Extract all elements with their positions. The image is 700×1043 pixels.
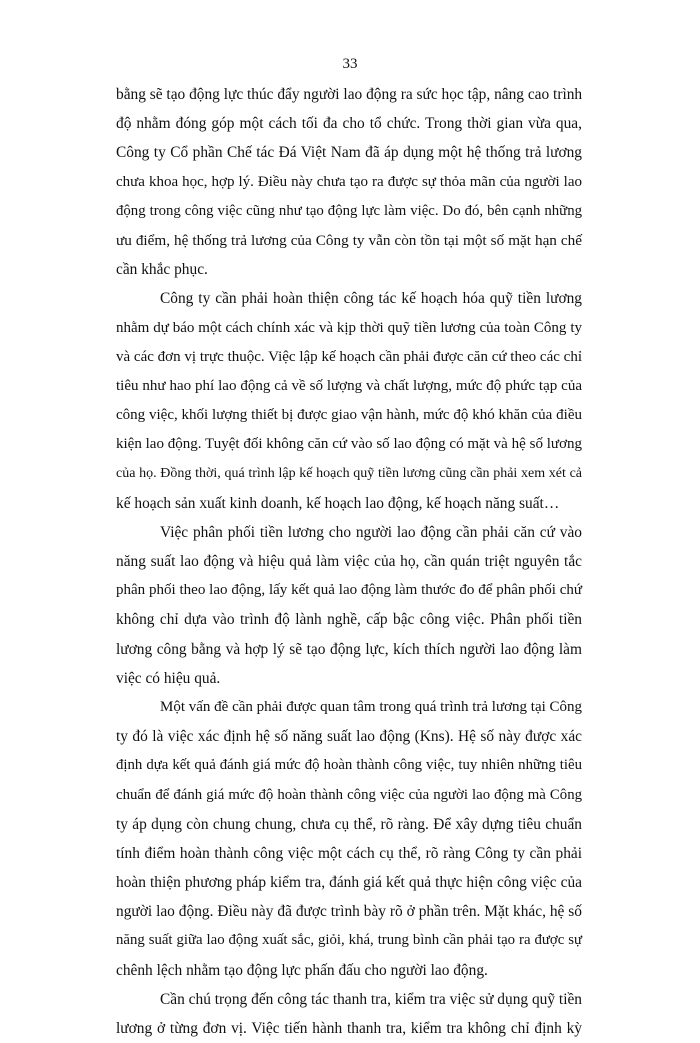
text-line: năng suất giữa lao động xuất sắc, giỏi, khá, trung bình cần phải tạo ra được sự	[116, 932, 582, 949]
text-line: không chỉ dựa vào trình độ lành nghề, cấp bậc công việc. Phân phối tiền	[116, 611, 582, 629]
text-line: lương công bằng và hợp lý sẽ tạo động lực, kích thích người lao động làm	[116, 640, 582, 658]
text-line: việc có hiệu quả.	[116, 669, 221, 687]
page-number: 33	[342, 56, 358, 72]
text-line: chuẩn để đánh giá mức độ hoàn thành công việc của người lao động mà Công	[116, 786, 582, 803]
text-line: nhằm dự báo một cách chính xác và kịp thời quỹ tiền lương của toàn Công ty	[116, 319, 582, 336]
paragraph	[116, 80, 582, 284]
text-line: kiện lao động. Tuyệt đối không căn cứ vào số lao động có mặt và hệ số lương	[116, 436, 582, 453]
text-line: Một vấn đề cần phải được quan tâm trong quá trình trả lương tại Công	[160, 698, 583, 715]
text-line: tiêu như hao phí lao động cả về số lượng và chất lượng, mức độ phức tạp của	[116, 377, 582, 394]
body-text	[116, 80, 582, 1043]
text-line: ty đó là việc xác định hệ số năng suất lao động (Kns). Hệ số này được xác	[116, 728, 582, 746]
text-line: người lao động. Điều này đã được trình bày rõ ở phần trên. Mặt khác, hệ số	[116, 903, 582, 921]
paragraph	[116, 985, 582, 1043]
text-line: chưa khoa học, hợp lý. Điều này chưa tạo ra được sự thỏa mãn của người lao	[116, 173, 582, 190]
text-line: Công ty Cổ phần Chế tác Đá Việt Nam đã áp dụng một hệ thống trả lương	[116, 144, 582, 162]
text-line: ưu điểm, hệ thống trả lương của Công ty vẫn còn tồn tại một số mặt hạn chế	[116, 231, 582, 249]
text-line: hoàn thiện phương pháp kiểm tra, đánh giá kết quả thực hiện công việc của	[116, 874, 582, 892]
text-line: độ nhằm đóng góp một cách tối đa cho tổ chức. Trong thời gian vừa qua,	[116, 115, 582, 133]
text-line: công việc, khối lượng thiết bị được giao vận hành, mức độ khó khăn của điều	[116, 407, 582, 424]
paragraph	[116, 284, 582, 518]
text-line: Cần chú trọng đến công tác thanh tra, kiểm tra việc sử dụng quỹ tiền	[160, 990, 582, 1008]
text-line: động trong công việc cũng như tạo động lực làm việc. Do đó, bên cạnh những	[116, 202, 582, 219]
text-line: lương ở từng đơn vị. Việc tiến hành thanh tra, kiểm tra không chỉ định kỳ	[116, 1020, 582, 1037]
paragraph	[116, 693, 582, 985]
text-line: và các đơn vị trực thuộc. Việc lập kế hoạch cần phải được căn cứ theo các chỉ	[116, 348, 582, 365]
text-line: ty áp dụng còn chung chung, chưa cụ thể, rõ ràng. Để xây dựng tiêu chuẩn	[116, 815, 582, 833]
text-line: kế hoạch sản xuất kinh doanh, kế hoạch lao động, kế hoạch năng suất…	[116, 494, 560, 512]
text-line: bằng sẽ tạo động lực thúc đẩy người lao động ra sức học tập, nâng cao trình	[116, 86, 583, 103]
text-line: Việc phân phối tiền lương cho người lao động cần phải căn cứ vào	[160, 523, 582, 541]
text-line: Công ty cần phải hoàn thiện công tác kế hoạch hóa quỹ tiền lương	[160, 290, 582, 308]
text-line: định dựa kết quả đánh giá mức độ hoàn thành công việc, tuy nhiên những tiêu	[116, 757, 582, 774]
text-line: cần khắc phục.	[116, 261, 208, 279]
text-line: chênh lệch nhằm tạo động lực phấn đấu cho người lao động.	[116, 961, 488, 979]
text-line: phân phối theo lao động, lấy kết quả lao động làm thước đo để phân phối chứ	[116, 582, 582, 599]
text-line: năng suất lao động và hiệu quả làm việc của họ, cần quán triệt nguyên tắc	[116, 553, 582, 570]
text-line: tính điểm hoàn thành công việc một cách cụ thể, rõ ràng Công ty cần phải	[116, 844, 582, 862]
paragraph	[116, 518, 582, 693]
text-line: của họ. Đồng thời, quá trình lập kế hoạch quỹ tiền lương cũng cần phải xem xét cả	[116, 466, 582, 482]
